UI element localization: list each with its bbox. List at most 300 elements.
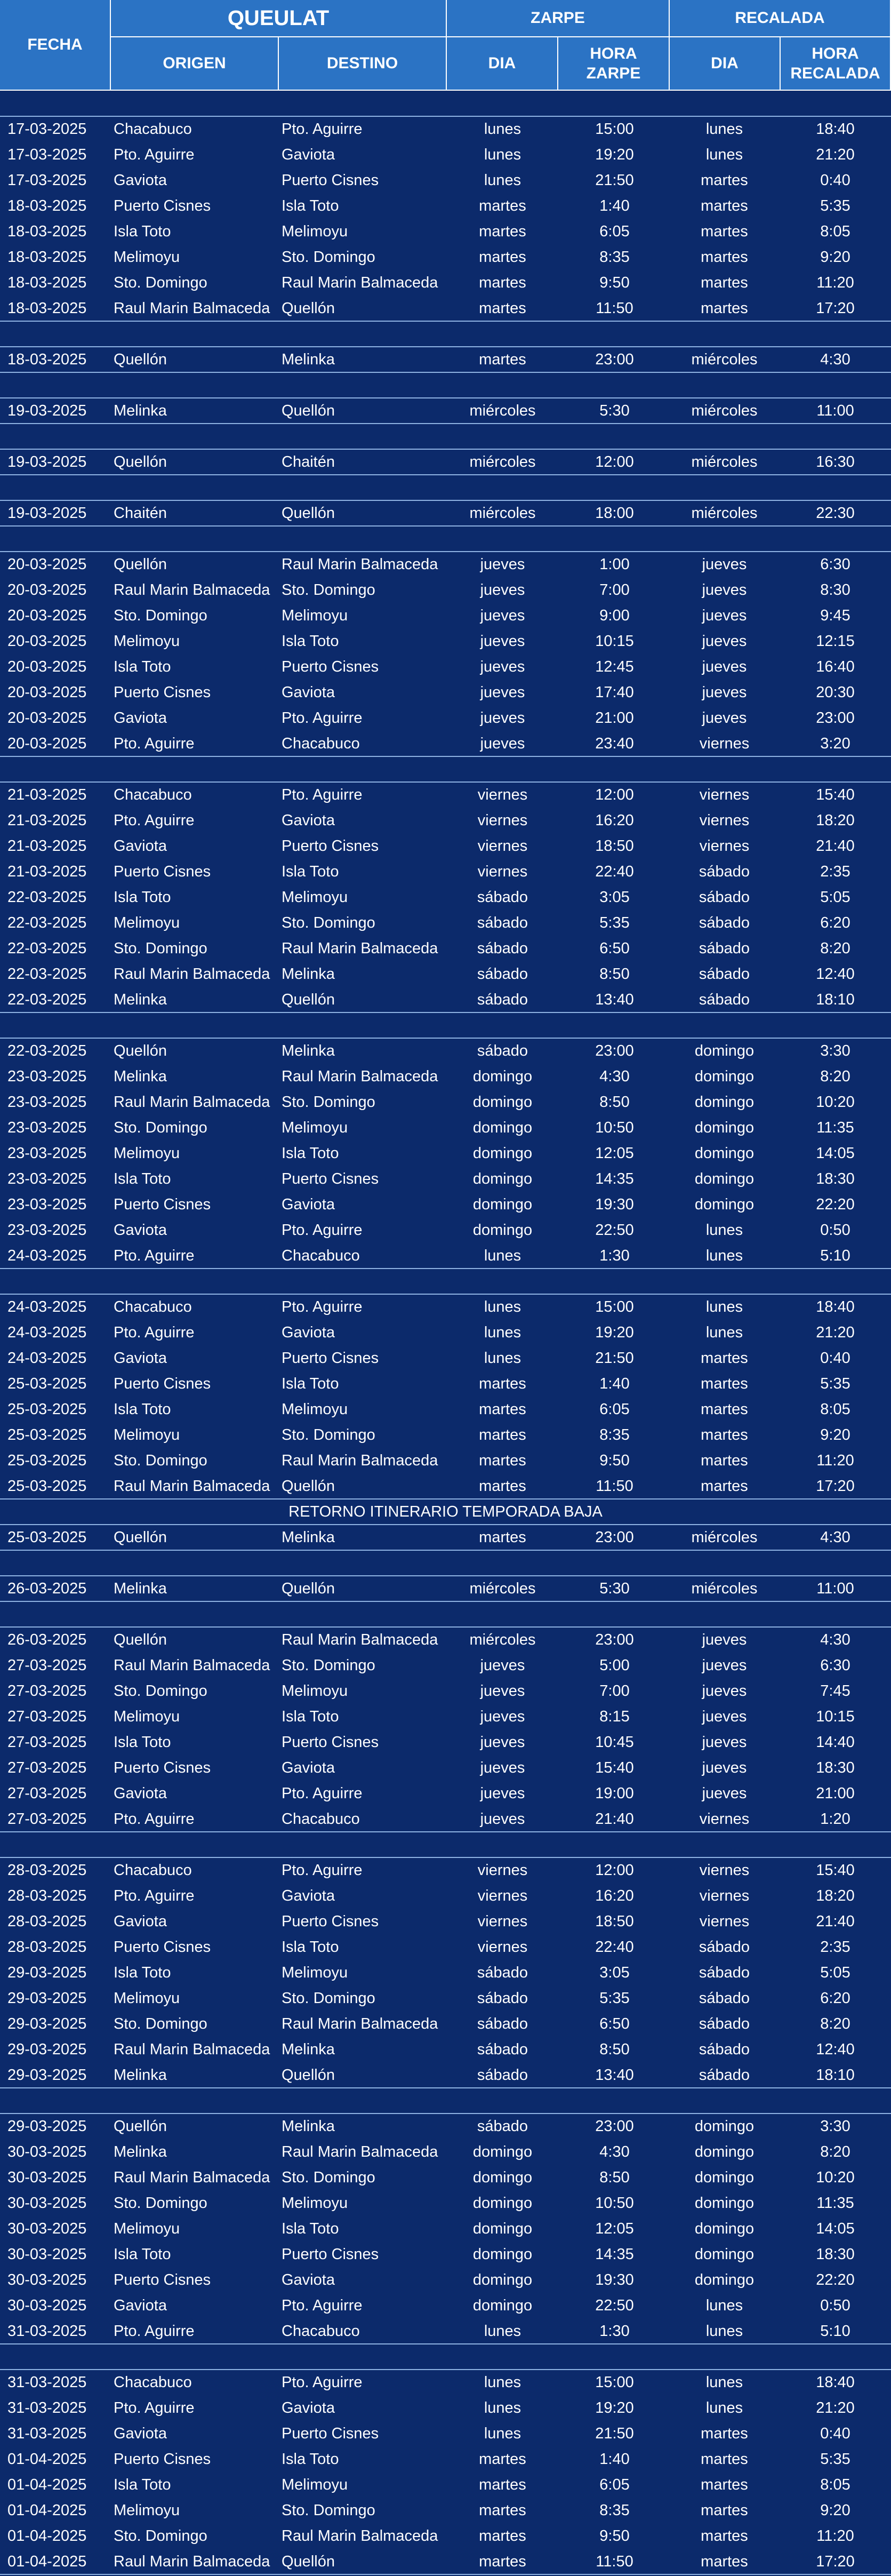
arrival-time-cell: 11:20 [816, 1452, 854, 1469]
arrival-time-cell: 9:20 [820, 249, 850, 266]
table-header [0, 0, 891, 91]
arrival-time-cell: 11:00 [816, 1580, 854, 1597]
destination-cell: Pto. Aguirre [282, 2374, 363, 2391]
departure-day-cell: sábado [477, 2041, 528, 2058]
departure-time-cell: 5:35 [599, 914, 630, 931]
arrival-day-cell: jueves [702, 1682, 747, 1700]
destination-cell: Chacabuco [282, 2323, 360, 2340]
departure-day-cell: sábado [477, 1990, 528, 2007]
departure-time-cell: 1:40 [599, 2451, 630, 2468]
arrival-day-cell: domingo [694, 2271, 754, 2288]
arrival-time-cell: 8:05 [820, 223, 850, 240]
departure-day-cell: viernes [477, 863, 528, 880]
date-cell: 20-03-2025 [7, 684, 87, 701]
destination-cell: Gaviota [282, 812, 335, 829]
arrival-day-cell: domingo [694, 1119, 754, 1136]
arrival-day-cell: lunes [705, 2399, 743, 2417]
departure-day-cell: domingo [472, 2143, 533, 2160]
arrival-time-cell: 9:20 [820, 1426, 850, 1443]
arrival-time-cell: 20:30 [816, 684, 855, 701]
departure-day-cell: sábado [477, 2015, 528, 2032]
departure-time-cell: 5:30 [599, 1580, 630, 1597]
arrival-day-cell: martes [701, 2502, 748, 2519]
departure-time-cell: 1:30 [599, 1247, 630, 1264]
departure-time-cell: 13:40 [595, 991, 634, 1008]
origin-cell: Sto. Domingo [114, 1682, 207, 1700]
origin-cell: Gaviota [114, 2297, 167, 2314]
departure-day-cell: martes [479, 1478, 526, 1495]
date-cell: 27-03-2025 [7, 1682, 87, 1700]
arrival-time-cell: 16:40 [816, 658, 855, 675]
departure-day-cell: jueves [480, 1785, 525, 1802]
date-cell: 22-03-2025 [7, 914, 87, 931]
date-cell: 29-03-2025 [7, 2015, 87, 2032]
destination-cell: Gaviota [282, 146, 335, 163]
departure-day-cell: sábado [477, 914, 528, 931]
origin-cell: Raul Marin Balmaceda [114, 1094, 270, 1111]
origin-cell: Melimoyu [114, 249, 180, 266]
departure-time-cell: 11:50 [596, 300, 633, 317]
date-cell: 27-03-2025 [7, 1708, 87, 1725]
date-cell: 01-04-2025 [7, 2476, 87, 2493]
arrival-time-cell: 8:30 [820, 581, 850, 599]
departure-day-cell: sábado [477, 889, 528, 906]
departure-day-cell: jueves [480, 1759, 525, 1776]
date-cell: 18-03-2025 [7, 300, 87, 317]
date-cell: 21-03-2025 [7, 863, 87, 880]
departure-time-cell: 7:00 [599, 581, 630, 599]
group-border [0, 1831, 891, 1832]
origin-cell: Puerto Cisnes [114, 2451, 211, 2468]
date-cell: 01-04-2025 [7, 2527, 87, 2545]
arrival-time-cell: 10:20 [816, 1094, 855, 1111]
departure-time-cell: 4:30 [599, 1068, 630, 1085]
departure-time-cell: 5:35 [599, 1990, 630, 2007]
origin-cell: Puerto Cisnes [114, 684, 211, 701]
arrival-day-cell: martes [701, 2425, 748, 2442]
arrival-day-cell: martes [701, 197, 748, 214]
departure-time-cell: 1:00 [599, 556, 630, 573]
date-cell: 23-03-2025 [7, 1145, 87, 1162]
departure-day-cell: lunes [484, 1324, 521, 1341]
date-cell: 20-03-2025 [7, 633, 87, 650]
arrival-time-cell: 16:30 [816, 453, 855, 470]
origin-cell: Gaviota [114, 838, 167, 855]
date-cell: 27-03-2025 [7, 1785, 87, 1802]
departure-day-cell: martes [479, 197, 526, 214]
departure-day-cell: sábado [477, 966, 528, 983]
arrival-day-cell: domingo [694, 1170, 754, 1187]
date-cell: 23-03-2025 [7, 1196, 87, 1213]
destination-cell: Puerto Cisnes [282, 838, 379, 855]
origin-cell: Melinka [114, 2143, 167, 2160]
origin-cell: Pto. Aguirre [114, 812, 195, 829]
origin-cell: Pto. Aguirre [114, 735, 195, 752]
arrival-time-cell: 21:40 [816, 1913, 855, 1930]
arrival-time-cell: 10:15 [816, 1708, 855, 1725]
departure-day-cell: viernes [477, 1913, 528, 1930]
header-ship-name: QUEULAT [111, 0, 447, 37]
origin-cell: Sto. Domingo [114, 274, 207, 291]
destination-cell: Melinka [282, 2041, 335, 2058]
date-cell: 25-03-2025 [7, 1478, 87, 1495]
arrival-day-cell: jueves [702, 556, 747, 573]
date-cell: 21-03-2025 [7, 838, 87, 855]
destination-cell: Isla Toto [282, 633, 339, 650]
departure-day-cell: jueves [480, 1657, 525, 1674]
date-cell: 19-03-2025 [7, 402, 87, 419]
date-cell: 17-03-2025 [7, 121, 87, 138]
origin-cell: Raul Marin Balmaceda [114, 300, 270, 317]
date-cell: 31-03-2025 [7, 2323, 87, 2340]
arrival-day-cell: martes [701, 1401, 748, 1418]
date-cell: 18-03-2025 [7, 351, 87, 368]
destination-cell: Puerto Cisnes [282, 1913, 379, 1930]
arrival-time-cell: 11:35 [816, 1119, 854, 1136]
destination-cell: Sto. Domingo [282, 914, 375, 931]
departure-day-cell: lunes [484, 121, 521, 138]
departure-time-cell: 6:50 [599, 2015, 630, 2032]
arrival-time-cell: 15:40 [816, 1862, 855, 1879]
departure-time-cell: 6:05 [599, 1401, 630, 1418]
arrival-time-cell: 5:35 [820, 2451, 850, 2468]
arrival-day-cell: martes [701, 2553, 748, 2570]
arrival-time-cell: 0:50 [820, 1222, 850, 1239]
destination-cell: Quellón [282, 1580, 335, 1597]
departure-time-cell: 19:20 [595, 146, 634, 163]
origin-cell: Sto. Domingo [114, 940, 207, 957]
arrival-time-cell: 1:20 [820, 1811, 850, 1828]
departure-day-cell: martes [479, 223, 526, 240]
header-hora-recalada: HORA RECALADA [781, 37, 891, 91]
origin-cell: Raul Marin Balmaceda [114, 2553, 270, 2570]
departure-time-cell: 15:00 [595, 121, 634, 138]
departure-time-cell: 18:00 [595, 505, 634, 522]
origin-cell: Isla Toto [114, 1734, 171, 1751]
destination-cell: Puerto Cisnes [282, 1350, 379, 1367]
destination-cell: Pto. Aguirre [282, 786, 363, 803]
arrival-day-cell: martes [701, 1426, 748, 1443]
destination-cell: Melimoyu [282, 2476, 348, 2493]
departure-day-cell: miércoles [469, 453, 536, 470]
departure-day-cell: martes [479, 1426, 526, 1443]
origin-cell: Melinka [114, 991, 167, 1008]
date-cell: 25-03-2025 [7, 1426, 87, 1443]
departure-time-cell: 8:15 [599, 1708, 630, 1725]
arrival-day-cell: martes [701, 1478, 748, 1495]
departure-time-cell: 19:30 [595, 2271, 634, 2288]
departure-time-cell: 12:00 [595, 453, 634, 470]
arrival-day-cell: viernes [699, 786, 750, 803]
date-cell: 20-03-2025 [7, 581, 87, 599]
departure-time-cell: 18:50 [595, 1913, 634, 1930]
departure-day-cell: martes [479, 351, 526, 368]
arrival-day-cell: viernes [699, 812, 750, 829]
destination-cell: Gaviota [282, 1196, 335, 1213]
arrival-time-cell: 6:30 [820, 556, 850, 573]
arrival-time-cell: 5:05 [820, 1964, 850, 1981]
origin-cell: Pto. Aguirre [114, 1247, 195, 1264]
departure-time-cell: 8:50 [599, 1094, 630, 1111]
departure-time-cell: 15:00 [595, 2374, 634, 2391]
departure-time-cell: 15:40 [595, 1759, 634, 1776]
departure-day-cell: domingo [472, 1222, 533, 1239]
departure-day-cell: jueves [480, 581, 525, 599]
departure-day-cell: sábado [477, 940, 528, 957]
departure-time-cell: 7:00 [599, 1682, 630, 1700]
arrival-day-cell: lunes [705, 1222, 743, 1239]
departure-day-cell: viernes [477, 812, 528, 829]
date-cell: 18-03-2025 [7, 197, 87, 214]
origin-cell: Melimoyu [114, 2502, 180, 2519]
origin-cell: Chacabuco [114, 2374, 192, 2391]
arrival-time-cell: 11:20 [816, 274, 854, 291]
date-cell: 26-03-2025 [7, 1631, 87, 1648]
origin-cell: Quellón [114, 351, 167, 368]
arrival-day-cell: jueves [702, 1708, 747, 1725]
date-cell: 25-03-2025 [7, 1401, 87, 1418]
arrival-day-cell: sábado [699, 2041, 750, 2058]
arrival-time-cell: 5:10 [820, 2323, 850, 2340]
departure-time-cell: 12:00 [595, 786, 634, 803]
origin-cell: Raul Marin Balmaceda [114, 1478, 270, 1495]
arrival-day-cell: domingo [694, 1042, 754, 1059]
arrival-day-cell: domingo [694, 2118, 754, 2135]
destination-cell: Isla Toto [282, 197, 339, 214]
arrival-time-cell: 3:20 [820, 735, 850, 752]
departure-day-cell: miércoles [469, 1580, 536, 1597]
arrival-time-cell: 14:05 [816, 1145, 855, 1162]
destination-cell: Raul Marin Balmaceda [282, 2527, 438, 2545]
departure-day-cell: martes [479, 2502, 526, 2519]
arrival-day-cell: sábado [699, 2067, 750, 2084]
destination-cell: Pto. Aguirre [282, 1298, 363, 1315]
arrival-day-cell: sábado [699, 914, 750, 931]
arrival-day-cell: martes [701, 2451, 748, 2468]
arrival-day-cell: jueves [702, 684, 747, 701]
arrival-day-cell: miércoles [691, 505, 758, 522]
origin-cell: Gaviota [114, 172, 167, 189]
arrival-time-cell: 11:35 [816, 2195, 854, 2212]
arrival-time-cell: 18:40 [816, 1298, 855, 1315]
departure-day-cell: sábado [477, 2067, 528, 2084]
departure-time-cell: 19:30 [595, 1196, 634, 1213]
departure-day-cell: martes [479, 2476, 526, 2493]
origin-cell: Gaviota [114, 1785, 167, 1802]
departure-time-cell: 1:40 [599, 1375, 630, 1392]
group-border [0, 321, 891, 322]
arrival-time-cell: 11:20 [816, 2527, 854, 2545]
arrival-time-cell: 5:35 [820, 1375, 850, 1392]
arrival-time-cell: 18:10 [816, 2067, 855, 2084]
header-hora-zarpe: HORA ZARPE [558, 37, 670, 91]
season-note: RETORNO ITINERARIO TEMPORADA BAJA [288, 1503, 603, 1520]
arrival-day-cell: miércoles [691, 1529, 758, 1546]
departure-day-cell: miércoles [469, 505, 536, 522]
departure-day-cell: martes [479, 274, 526, 291]
date-cell: 22-03-2025 [7, 966, 87, 983]
destination-cell: Melimoyu [282, 1682, 348, 1700]
arrival-day-cell: lunes [705, 1298, 743, 1315]
origin-cell: Isla Toto [114, 658, 171, 675]
header-dia-zarpe: DIA [447, 37, 558, 91]
arrival-day-cell: miércoles [691, 402, 758, 419]
destination-cell: Melinka [282, 1529, 335, 1546]
date-cell: 28-03-2025 [7, 1887, 87, 1904]
destination-cell: Melimoyu [282, 1119, 348, 1136]
date-cell: 28-03-2025 [7, 1913, 87, 1930]
destination-cell: Sto. Domingo [282, 249, 375, 266]
departure-day-cell: lunes [484, 146, 521, 163]
arrival-time-cell: 21:20 [816, 1324, 855, 1341]
arrival-time-cell: 6:30 [820, 1657, 850, 1674]
arrival-time-cell: 22:20 [816, 2271, 855, 2288]
departure-time-cell: 14:35 [595, 1170, 634, 1187]
origin-cell: Gaviota [114, 1222, 167, 1239]
arrival-day-cell: sábado [699, 940, 750, 957]
departure-time-cell: 3:05 [599, 889, 630, 906]
origin-cell: Pto. Aguirre [114, 1324, 195, 1341]
departure-day-cell: lunes [484, 2374, 521, 2391]
arrival-day-cell: viernes [699, 1887, 750, 1904]
header-origen: ORIGEN [111, 37, 279, 91]
arrival-day-cell: jueves [702, 1734, 747, 1751]
arrival-day-cell: lunes [705, 2374, 743, 2391]
departure-time-cell: 19:20 [595, 2399, 634, 2417]
departure-day-cell: martes [479, 2527, 526, 2545]
arrival-time-cell: 0:50 [820, 2297, 850, 2314]
date-cell: 29-03-2025 [7, 1964, 87, 1981]
destination-cell: Raul Marin Balmaceda [282, 2143, 438, 2160]
departure-day-cell: jueves [480, 633, 525, 650]
date-cell: 23-03-2025 [7, 1119, 87, 1136]
arrival-day-cell: domingo [694, 2195, 754, 2212]
date-cell: 01-04-2025 [7, 2451, 87, 2468]
date-cell: 27-03-2025 [7, 1759, 87, 1776]
arrival-day-cell: sábado [699, 1964, 750, 1981]
origin-cell: Melimoyu [114, 1708, 180, 1725]
arrival-day-cell: jueves [702, 658, 747, 675]
destination-cell: Melimoyu [282, 1401, 348, 1418]
departure-time-cell: 5:00 [599, 1657, 630, 1674]
departure-time-cell: 23:00 [595, 1529, 634, 1546]
date-cell: 27-03-2025 [7, 1811, 87, 1828]
origin-cell: Puerto Cisnes [114, 863, 211, 880]
arrival-day-cell: martes [701, 1375, 748, 1392]
departure-time-cell: 6:05 [599, 2476, 630, 2493]
origin-cell: Melimoyu [114, 914, 180, 931]
origin-cell: Sto. Domingo [114, 1452, 207, 1469]
header-destino: DESTINO [279, 37, 447, 91]
destination-cell: Gaviota [282, 684, 335, 701]
arrival-day-cell: lunes [705, 1324, 743, 1341]
destination-cell: Quellón [282, 402, 335, 419]
destination-cell: Gaviota [282, 2271, 335, 2288]
origin-cell: Melinka [114, 1068, 167, 1085]
date-cell: 24-03-2025 [7, 1324, 87, 1341]
arrival-time-cell: 21:40 [816, 838, 855, 855]
arrival-time-cell: 21:20 [816, 2399, 855, 2417]
departure-time-cell: 16:20 [595, 1887, 634, 1904]
arrival-time-cell: 12:15 [816, 633, 855, 650]
departure-time-cell: 23:00 [595, 351, 634, 368]
arrival-day-cell: lunes [705, 121, 743, 138]
arrival-day-cell: miércoles [691, 1580, 758, 1597]
arrival-day-cell: martes [701, 172, 748, 189]
departure-day-cell: domingo [472, 2271, 533, 2288]
departure-day-cell: jueves [480, 1734, 525, 1751]
departure-day-cell: miércoles [469, 402, 536, 419]
arrival-time-cell: 10:20 [816, 2169, 855, 2186]
destination-cell: Puerto Cisnes [282, 172, 379, 189]
departure-time-cell: 11:50 [596, 1478, 633, 1495]
departure-day-cell: viernes [477, 1887, 528, 1904]
origin-cell: Gaviota [114, 1350, 167, 1367]
destination-cell: Melinka [282, 1042, 335, 1059]
date-cell: 20-03-2025 [7, 607, 87, 624]
origin-cell: Isla Toto [114, 223, 171, 240]
departure-day-cell: jueves [480, 556, 525, 573]
destination-cell: Pto. Aguirre [282, 2297, 363, 2314]
date-cell: 30-03-2025 [7, 2297, 87, 2314]
arrival-time-cell: 8:05 [820, 1401, 850, 1418]
date-cell: 22-03-2025 [7, 940, 87, 957]
date-cell: 29-03-2025 [7, 2067, 87, 2084]
origin-cell: Pto. Aguirre [114, 1811, 195, 1828]
departure-day-cell: jueves [480, 735, 525, 752]
date-cell: 29-03-2025 [7, 2118, 87, 2135]
departure-day-cell: sábado [477, 1964, 528, 1981]
arrival-day-cell: sábado [699, 1990, 750, 2007]
departure-day-cell: martes [479, 300, 526, 317]
arrival-day-cell: jueves [702, 581, 747, 599]
arrival-time-cell: 3:30 [820, 2118, 850, 2135]
departure-day-cell: domingo [472, 2169, 533, 2186]
destination-cell: Sto. Domingo [282, 2169, 375, 2186]
origin-cell: Chacabuco [114, 1298, 192, 1315]
origin-cell: Isla Toto [114, 2246, 171, 2263]
origin-cell: Gaviota [114, 1913, 167, 1930]
origin-cell: Pto. Aguirre [114, 2399, 195, 2417]
destination-cell: Quellón [282, 2553, 335, 2570]
arrival-day-cell: jueves [702, 1785, 747, 1802]
departure-day-cell: domingo [472, 2297, 533, 2314]
destination-cell: Melimoyu [282, 2195, 348, 2212]
departure-time-cell: 12:00 [595, 1862, 634, 1879]
arrival-day-cell: domingo [694, 2246, 754, 2263]
origin-cell: Isla Toto [114, 1964, 171, 1981]
date-cell: 24-03-2025 [7, 1247, 87, 1264]
arrival-day-cell: domingo [694, 1068, 754, 1085]
origin-cell: Isla Toto [114, 889, 171, 906]
departure-day-cell: martes [479, 249, 526, 266]
date-cell: 28-03-2025 [7, 1939, 87, 1956]
date-cell: 24-03-2025 [7, 1350, 87, 1367]
arrival-day-cell: sábado [699, 1939, 750, 1956]
departure-day-cell: martes [479, 2451, 526, 2468]
date-cell: 17-03-2025 [7, 146, 87, 163]
origin-cell: Melinka [114, 2067, 167, 2084]
departure-day-cell: domingo [472, 1094, 533, 1111]
arrival-time-cell: 7:45 [820, 1682, 850, 1700]
arrival-day-cell: martes [701, 2527, 748, 2545]
departure-day-cell: domingo [472, 1068, 533, 1085]
departure-time-cell: 8:50 [599, 2169, 630, 2186]
group-border [0, 1268, 891, 1269]
arrival-time-cell: 17:20 [816, 300, 855, 317]
arrival-time-cell: 6:20 [820, 914, 850, 931]
date-cell: 21-03-2025 [7, 786, 87, 803]
